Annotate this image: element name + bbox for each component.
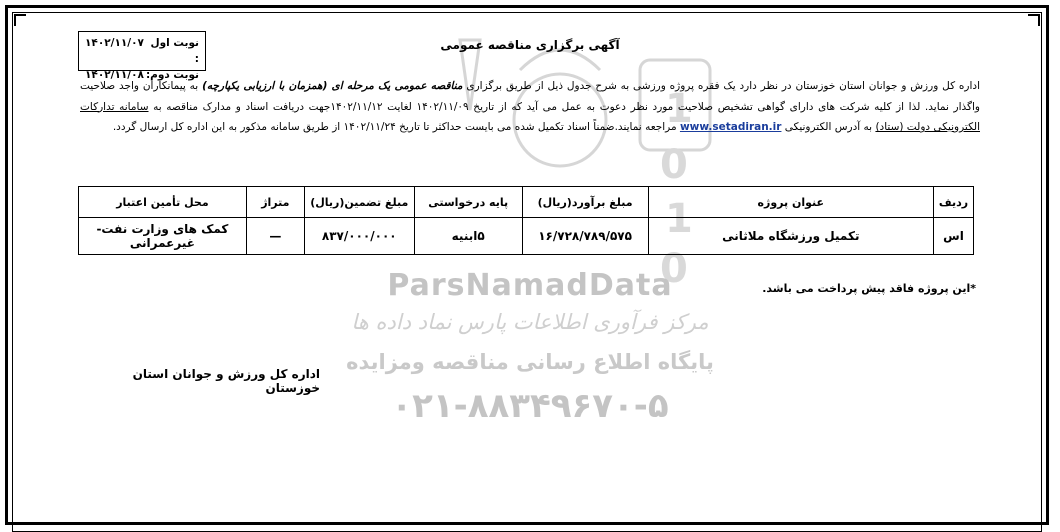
project-table <box>78 186 974 255</box>
second-date-value: ۱۴۰۲/۱۱/۰۸ <box>85 69 144 81</box>
prepayment-note: *این پروژه فاقد پیش پرداخت می باشد. <box>762 282 976 295</box>
cell-row-number: اس <box>934 218 974 255</box>
publication-dates-box <box>78 31 206 81</box>
svg-text:0: 0 <box>660 246 688 292</box>
body-part-1: اداره کل ورزش و جوانان استان خوزستان در نظر دارد یک فقره پروژه ورزشی به شرح جدول ذیل از طریق برگزاری <box>462 80 980 92</box>
setad-link[interactable]: www.setadiran.ir <box>679 121 782 133</box>
header-project-title: عنوان پروژه <box>648 187 933 218</box>
body-part-4: مراجعه نمایند.ضمناً اسناد تکمیل شده می بایست حداکثر تا تاریخ ۱۴۰۲/۱۱/۲۴ از طریق سامانه مذکور به این اداره کل ارسال گردد. <box>112 121 680 133</box>
cell-guarantee-amount: ۸۳۷/۰۰۰/۰۰۰ <box>304 218 414 255</box>
corner-ornament-left <box>14 14 26 26</box>
first-date-value: ۱۴۰۲/۱۱/۰۷ <box>85 37 144 49</box>
header-guarantee-amount: مبلغ تضمین(ریال) <box>304 187 414 218</box>
watermark-line-1: مرکز فرآوری اطلاعات پارس نماد داده ها <box>351 310 709 334</box>
cell-required-grade: ۵ابنیه <box>414 218 522 255</box>
body-tender-type: مناقصه عمومی یک مرحله ای (همزمان با ارزیابی یکپارچه) <box>202 80 463 92</box>
first-date-label: نوبت اول : <box>150 37 199 65</box>
first-date-row <box>85 35 199 67</box>
corner-ornament-right <box>1028 14 1040 26</box>
announcement-body <box>80 76 980 138</box>
watermark-brand: ParsNamadData <box>387 268 673 303</box>
header-estimated-amount: مبلغ برآورد(ریال) <box>522 187 648 218</box>
cell-estimated-amount: ۱۶/۷۲۸/۷۸۹/۵۷۵ <box>522 218 648 255</box>
header-required-grade: پایه درخواستی <box>414 187 522 218</box>
body-part-2: به پیمانکاران واجد صلاحیت واگذار نماید. لذا از کلیه شرکت های دارای گواهی تشخیص صلاحیت مورد نظر دعوت به عمل می آید که از تاریخ ۱۴۰۲/۱۱/۰۹ لغایت ۱۴۰۲/۱۱/۱۲جهت دریافت اسناد و مدارک مناقصه به <box>80 80 980 113</box>
svg-text:1: 1 <box>665 86 693 132</box>
svg-text:1: 1 <box>665 196 693 242</box>
table-header-row <box>79 187 974 218</box>
header-funding-source: محل تأمین اعتبار <box>79 187 247 218</box>
page-title: آگهی برگزاری مناقصه عمومی <box>440 38 620 52</box>
watermark-phone: ۰۲۱-۸۸۳۴۹۶۷۰-۵ <box>391 386 669 426</box>
cell-funding-source: کمک های وزارت نفت-غیرعمرانی <box>79 218 247 255</box>
body-setad-system: سامانه تدارکات الکترونیکی دولت (ستاد) <box>80 100 980 133</box>
second-date-label: نوبت دوم: <box>145 69 199 81</box>
watermark-line-2: پایگاه اطلاع رسانی مناقصه ومزایده <box>346 350 714 374</box>
header-row-number: ردیف <box>934 187 974 218</box>
body-part-3: به آدرس الکترونیکی <box>781 121 876 133</box>
table-row <box>79 218 974 255</box>
cell-area: — <box>246 218 304 255</box>
cell-project-title: تکمیل ورزشگاه ملاثانی <box>648 218 933 255</box>
header-area: متراژ <box>246 187 304 218</box>
issuer-signature: اداره کل ورزش و جوانان استان خوزستان <box>132 367 320 395</box>
svg-text:0: 0 <box>660 142 688 188</box>
